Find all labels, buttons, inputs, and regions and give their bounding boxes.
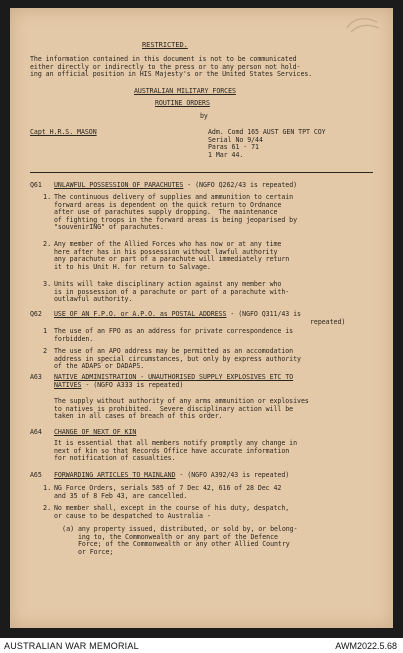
text-line: forward areas is dependent on the quick return to Ordnance (54, 200, 282, 209)
text-line: it to his Unit H. for return to Salvage. (54, 262, 211, 271)
item-text (54, 194, 297, 232)
para-number: A65 (30, 471, 42, 479)
para-heading: CHANGE OF NEXT OF KIN (54, 428, 137, 436)
text-line: is in possession of a parachute or part of a parachute with- (54, 287, 290, 296)
text-line: any parachute or part of a parachute will immediately return (54, 255, 290, 264)
text-line: or Force; (78, 547, 114, 556)
classification-heading: RESTRICTED. (142, 41, 188, 49)
footer-accession-number: AWM2022.5.68 (335, 641, 397, 651)
para-heading: FORWARDING ARTICLES TO MAINLAND (54, 471, 176, 479)
text-line: NG Force Orders, serials 585 of 7 Dec 42, 616 of 28 Dec 42 (54, 484, 282, 492)
para-number: Q61 (30, 181, 42, 189)
footer-bar (0, 638, 403, 653)
text-line: The continuous delivery of supplies and ammunition to certain (54, 193, 294, 201)
sub-item-text (78, 526, 298, 556)
para-heading-line (54, 382, 183, 389)
text-line: outlawful authority. (54, 295, 133, 304)
warning-notice (30, 56, 312, 79)
text-line: of fighting troops in the forward areas is being jeoparised by (54, 215, 298, 224)
para-number: A64 (30, 428, 42, 436)
item-number: 2. (43, 240, 52, 248)
force-heading: AUSTRALIAN MILITARY FORCES (134, 87, 236, 95)
text-line: to natives is prohibited. Severe disciplinary action will be (54, 404, 294, 413)
para-ref: - (NGFO A333 is repeated) (81, 381, 184, 389)
para-number: Q62 (30, 310, 42, 318)
text-line: forbidden. (54, 334, 94, 343)
item-number: 2. (43, 504, 52, 512)
para-heading-line (54, 311, 301, 318)
text-line: The use of an APO address may be permitted as an accomodation (54, 347, 294, 355)
para-ref: - (NGFO Q311/43 is (226, 310, 301, 318)
document-title: ROUTINE ORDERS (155, 99, 210, 107)
text-line: It is essential that all members notify promptly any change in (54, 439, 298, 447)
para-heading-line (54, 182, 297, 189)
item-text (54, 505, 289, 520)
text-line: taken in all cases of breach of this order. (54, 412, 223, 421)
para-number: A63 (30, 373, 42, 381)
text-line: The use of an FPO as an address for private correspondence is (54, 327, 294, 335)
divider-rule (30, 172, 373, 173)
text-line: No member shall, except in the course of his duty, despatch, (54, 504, 290, 512)
item-text (54, 328, 293, 343)
para-ref: - (NGFO A392/43 is repeated) (175, 471, 290, 479)
text-line: ing to, the Commonwealth or any part of the Defence (78, 532, 278, 541)
para-ref-continued: repeated) (310, 318, 346, 326)
text-line: or cause to be despatched to Australia - (54, 511, 211, 520)
text-line: next of kin so that Records Office have accurate information (54, 446, 290, 455)
text-line: Force; of the Commonwealth or any other Allied Country (78, 540, 290, 549)
unit-block (208, 129, 326, 159)
item-number: 1. (43, 484, 52, 492)
text-line: The supply without authority of any arms ammunition or explosives (54, 397, 309, 405)
unit-line: Serial No 9/44 (208, 135, 263, 144)
para-heading: NATIVES (54, 381, 82, 389)
unit-line: Paras 61 - 71 (208, 143, 259, 152)
warning-line: either directly or indirectly to the press or to any person not hold- (30, 62, 301, 71)
officer-name: Capt H.R.S. MASON (30, 128, 97, 136)
sub-item-label: (a) (62, 525, 75, 533)
text-line: and 35 of 8 Feb 43, are cancelled. (54, 491, 188, 500)
para-heading: UNLAWFUL POSSESSION OF PARACHUTES (54, 181, 184, 189)
para-body (54, 398, 309, 421)
text-line: of the ADAPS or DADAPS. (54, 362, 145, 371)
para-ref: - (NGFO Q262/43 is repeated) (183, 181, 298, 189)
by-line: by (200, 112, 208, 120)
item-number: 1 (43, 327, 48, 335)
footer-source: AUSTRALIAN WAR MEMORIAL (4, 641, 139, 651)
text-line: Units will take disciplinary action against any member who (54, 280, 282, 288)
item-text (54, 485, 281, 500)
warning-line: ing an official position in HIS Majesty's or the United States Services. (30, 70, 313, 79)
text-line: any property issued, distributed, or sold by, or belong- (78, 525, 298, 533)
para-heading: NATIVE ADMINISTRATION - UNAUTHORISED SUPPLY EXPLOSIVES ETC TO (54, 373, 294, 381)
text-line: "souvenirING" of parachutes. (54, 223, 164, 232)
unit-line: 1 Mar 44. (208, 150, 244, 159)
text-line: address in special circumstances, but only by express authority (54, 354, 301, 363)
para-heading-line (54, 472, 289, 479)
text-line: here after has in his possession without lawful authority (54, 247, 278, 256)
para-heading: USE OF AN F.P.O. or A.P.O. as POSTAL ADDRESS (54, 310, 227, 318)
warning-line: The information contained in this document is not to be communicated (30, 55, 297, 63)
text-line: after use of parachutes supply dropping. The maintenance (54, 208, 278, 217)
item-number: 3. (43, 280, 52, 288)
text-line: Any member of the Allied Forces who has now or at any time (54, 240, 282, 248)
item-text (54, 348, 301, 371)
document-page (10, 8, 393, 628)
unit-line: Adm. Comd 165 AUST GEN TPT COY (208, 128, 326, 136)
text-line: for notification of casualties. (54, 454, 176, 463)
item-text (54, 281, 289, 304)
item-text (54, 241, 289, 271)
para-body (54, 440, 297, 463)
item-number: 1. (43, 193, 52, 201)
stamp-mark-icon (343, 14, 383, 36)
item-number: 2 (43, 347, 48, 355)
